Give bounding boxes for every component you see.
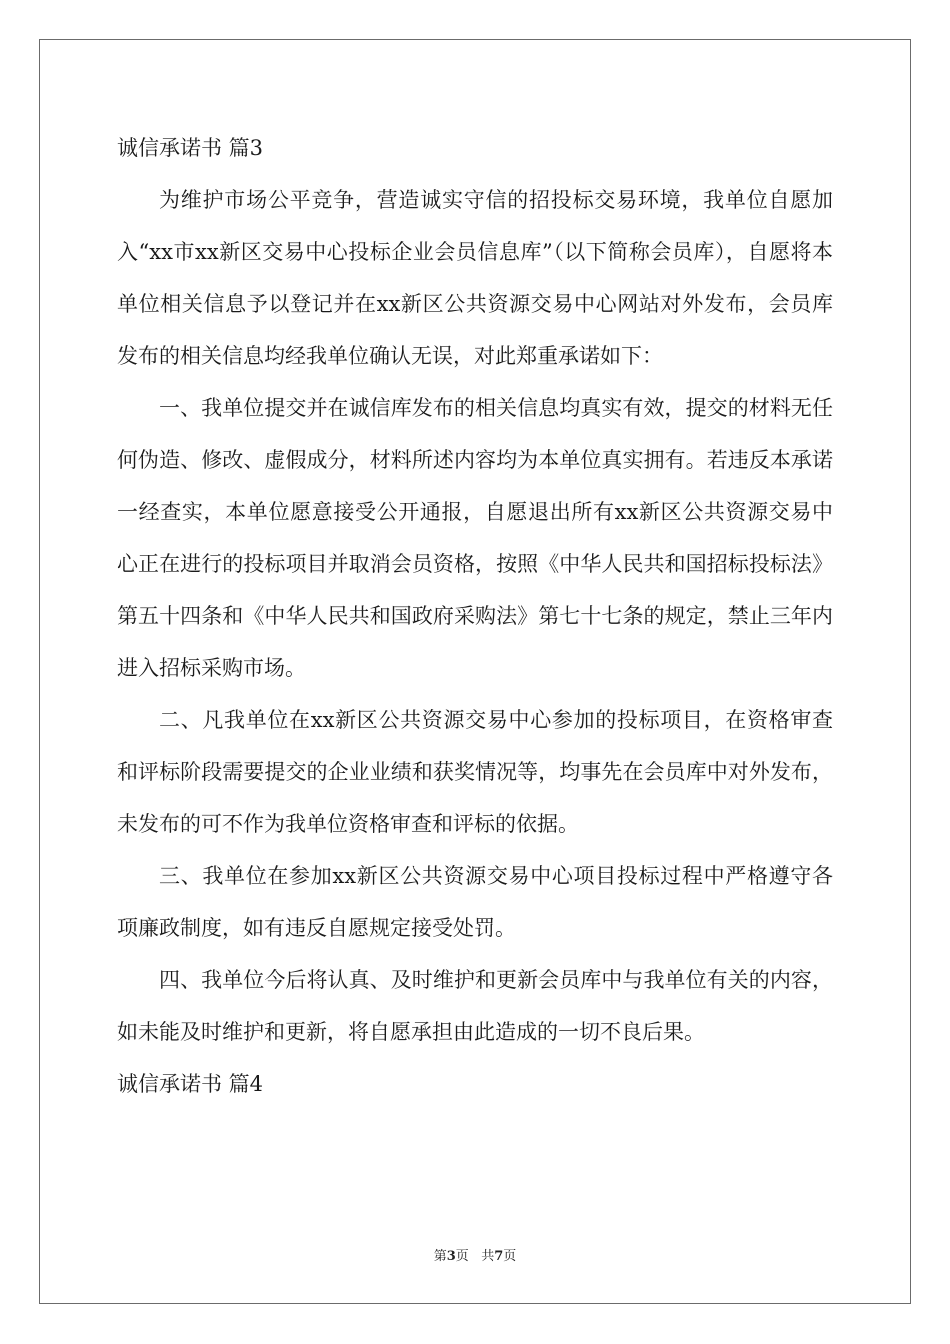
footer-total-prefix: 共 <box>481 1249 495 1264</box>
paragraph-item-2: 二、凡我单位在xx新区公共资源交易中心参加的投标项目，在资格审查和评标阶段需要提交的企业业绩和获奖情况等，均事先在会员库中对外发布，未发布的可不作为我单位资格审查和评标的依据。 <box>117 708 833 836</box>
document-body <box>117 122 833 1110</box>
footer-page-suffix: 页 <box>455 1249 469 1264</box>
footer-page-number: 3 <box>446 1249 456 1264</box>
paragraph-intro: 为维护市场公平竞争，营造诚实守信的招投标交易环境，我单位自愿加入“xx市xx新区交易中心投标企业会员信息库”（以下简称会员库），自愿将本单位相关信息予以登记并在xx新区公共资源交易中心网站对外发布，会员库发布的相关信息均经我单位确认无误，对此郑重承诺如下： <box>117 188 833 368</box>
section-heading: 诚信承诺书 篇3 <box>117 136 264 160</box>
paragraph-item-3: 三、我单位在参加xx新区公共资源交易中心项目投标过程中严格遵守各项廉政制度，如有违反自愿规定接受处罚。 <box>117 864 833 940</box>
footer-total-pages: 7 <box>494 1249 504 1264</box>
section-heading-next: 诚信承诺书 篇4 <box>117 1072 264 1096</box>
paragraph-item-4: 四、我单位今后将认真、及时维护和更新会员库中与我单位有关的内容，如未能及时维护和更新，将自愿承担由此造成的一切不良后果。 <box>117 968 833 1044</box>
paragraph-item-1: 一、我单位提交并在诚信库发布的相关信息均真实有效，提交的材料无任何伪造、修改、虚假成分，材料所述内容均为本单位真实拥有。若违反本承诺一经查实，本单位愿意接受公开通报，自愿退出所有xx新区公共资源交易中心正在进行的投标项目并取消会员资格，按照《中华人民共和国招标投标法》第五十四条和《中华人民共和国政府采购法》第七十七条的规定，禁止三年内进入招标采购市场。 <box>117 396 833 680</box>
footer-total-suffix: 页 <box>503 1249 517 1264</box>
page-footer <box>0 1248 950 1266</box>
footer-page-prefix: 第 <box>433 1249 447 1264</box>
